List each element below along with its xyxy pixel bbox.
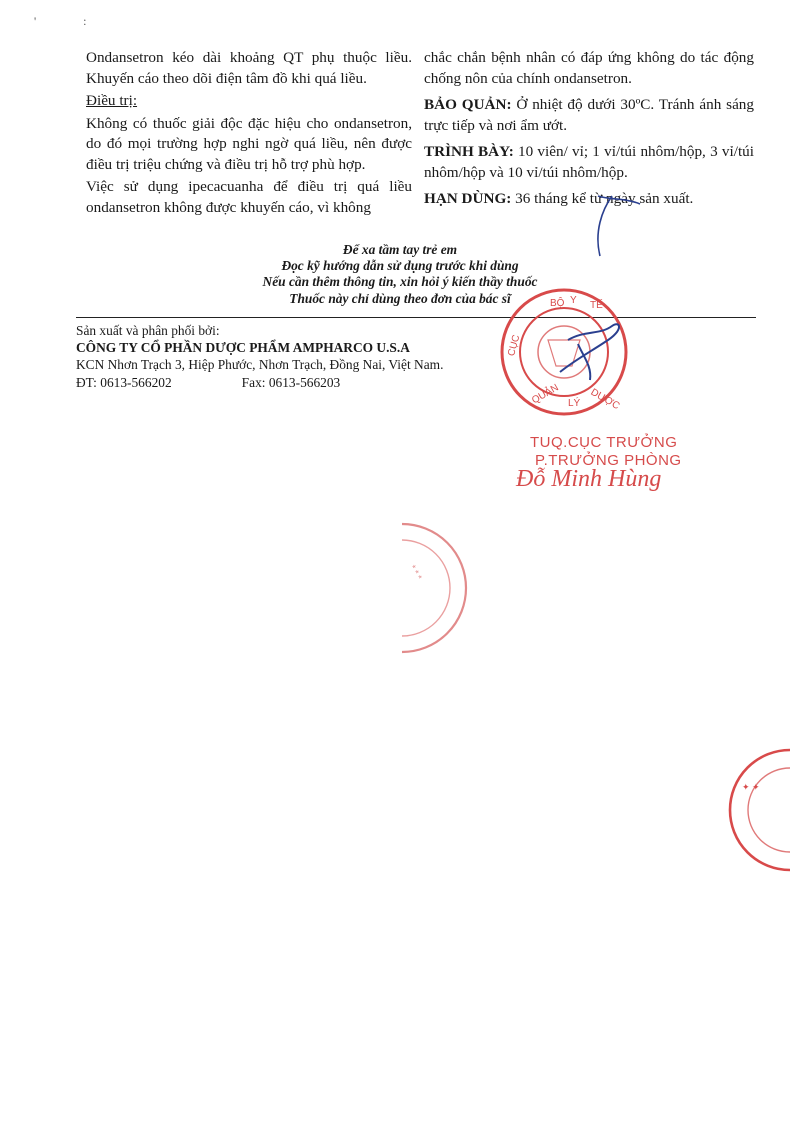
expiry-text: 36 tháng kể từ ngày sản xuất. [511,190,694,207]
svg-text:* * *: * * * [407,563,424,582]
seal-text-quan: QUẢN [530,382,561,407]
partial-seal-right [730,750,790,870]
company-name: CÔNG TY CỔ PHẦN DƯỢC PHẨM AMPHARCO U.S.A [76,340,410,356]
ipecacuanha-text: Việc sử dụng ipecacuanha để điều trị quá liều ondansetron không được khuyến cáo, vì không [86,178,412,216]
warning-line-2: Đọc kỹ hướng dẫn sử dụng trước khi dùng [281,258,519,274]
fax-number: Fax: 0613-566203 [241,374,341,390]
warning-line-4: Thuốc này chỉ dùng theo đơn của bác sĩ [289,290,511,306]
approval-title-2: P.TRƯỞNG PHÒNG [535,452,682,469]
treatment-text: Không có thuốc giải độc đặc hiệu cho ondansetron, do đó mọi trường hợp nghi ngờ quá liều, nên được điều trị triệu chứng và điều trị hỗ trợ phù hợp. [86,114,412,173]
storage-text: Ở nhiệt độ dưới 30ºC. Tránh ánh sáng trực tiếp và nơi ẩm ướt. [424,96,754,134]
produced-by-label: Sản xuất và phân phối bởi: [76,323,220,338]
seal-text-duoc: DƯỢC [588,386,622,413]
svg-text:✦ ✦: ✦ ✦ [742,782,760,792]
seal-text-te: TẾ [590,300,603,311]
ministry-seal [502,290,626,414]
seal-text-bo: BỘ [550,298,565,309]
treatment-heading: Điều trị: [86,92,138,109]
qt-prolongation-text: Ondansetron kéo dài khoảng QT phụ thuộc liều. Khuyến cáo theo dõi điện tâm đồ khi quá liều. [86,49,412,87]
presentation-text: 10 viên/ vỉ; 1 vỉ/túi nhôm/hộp, 3 vỉ/túi nhôm/hộp và 10 vỉ/túi nhôm/hộp. [424,143,754,181]
presentation-label: TRÌNH BÀY: [424,143,514,160]
seal-text-y: Y [570,295,577,306]
seal-text-ly: LÝ [568,398,581,409]
scan-specks: ' : [34,14,109,28]
approver-name: Đỗ Minh Hùng [516,466,662,492]
seal-text-cuc: CỤC [506,333,523,358]
blue-signature [560,324,619,380]
company-address: KCN Nhơn Trạch 3, Hiệp Phước, Nhơn Trạch, Đồng Nai, Việt Nam. [76,357,444,373]
blue-initial-scribble [598,196,640,256]
warning-line-3: Nếu cần thêm thông tin, xin hỏi ý kiến thầy thuốc [262,274,538,290]
storage-label: BẢO QUẢN: [424,96,512,113]
partial-seal-middle [402,524,466,652]
warning-line-1: Để xa tầm tay trẻ em [342,242,458,257]
approval-title-1: TUQ.CỤC TRƯỞNG [530,434,678,451]
expiry-label: HẠN DÙNG: [424,190,512,207]
antiemetic-text: chắc chắn bệnh nhân có đáp ứng không do tác động chống nôn của chính ondansetron. [424,49,754,87]
phone-number: ĐT: 0613-566202 [76,374,172,390]
